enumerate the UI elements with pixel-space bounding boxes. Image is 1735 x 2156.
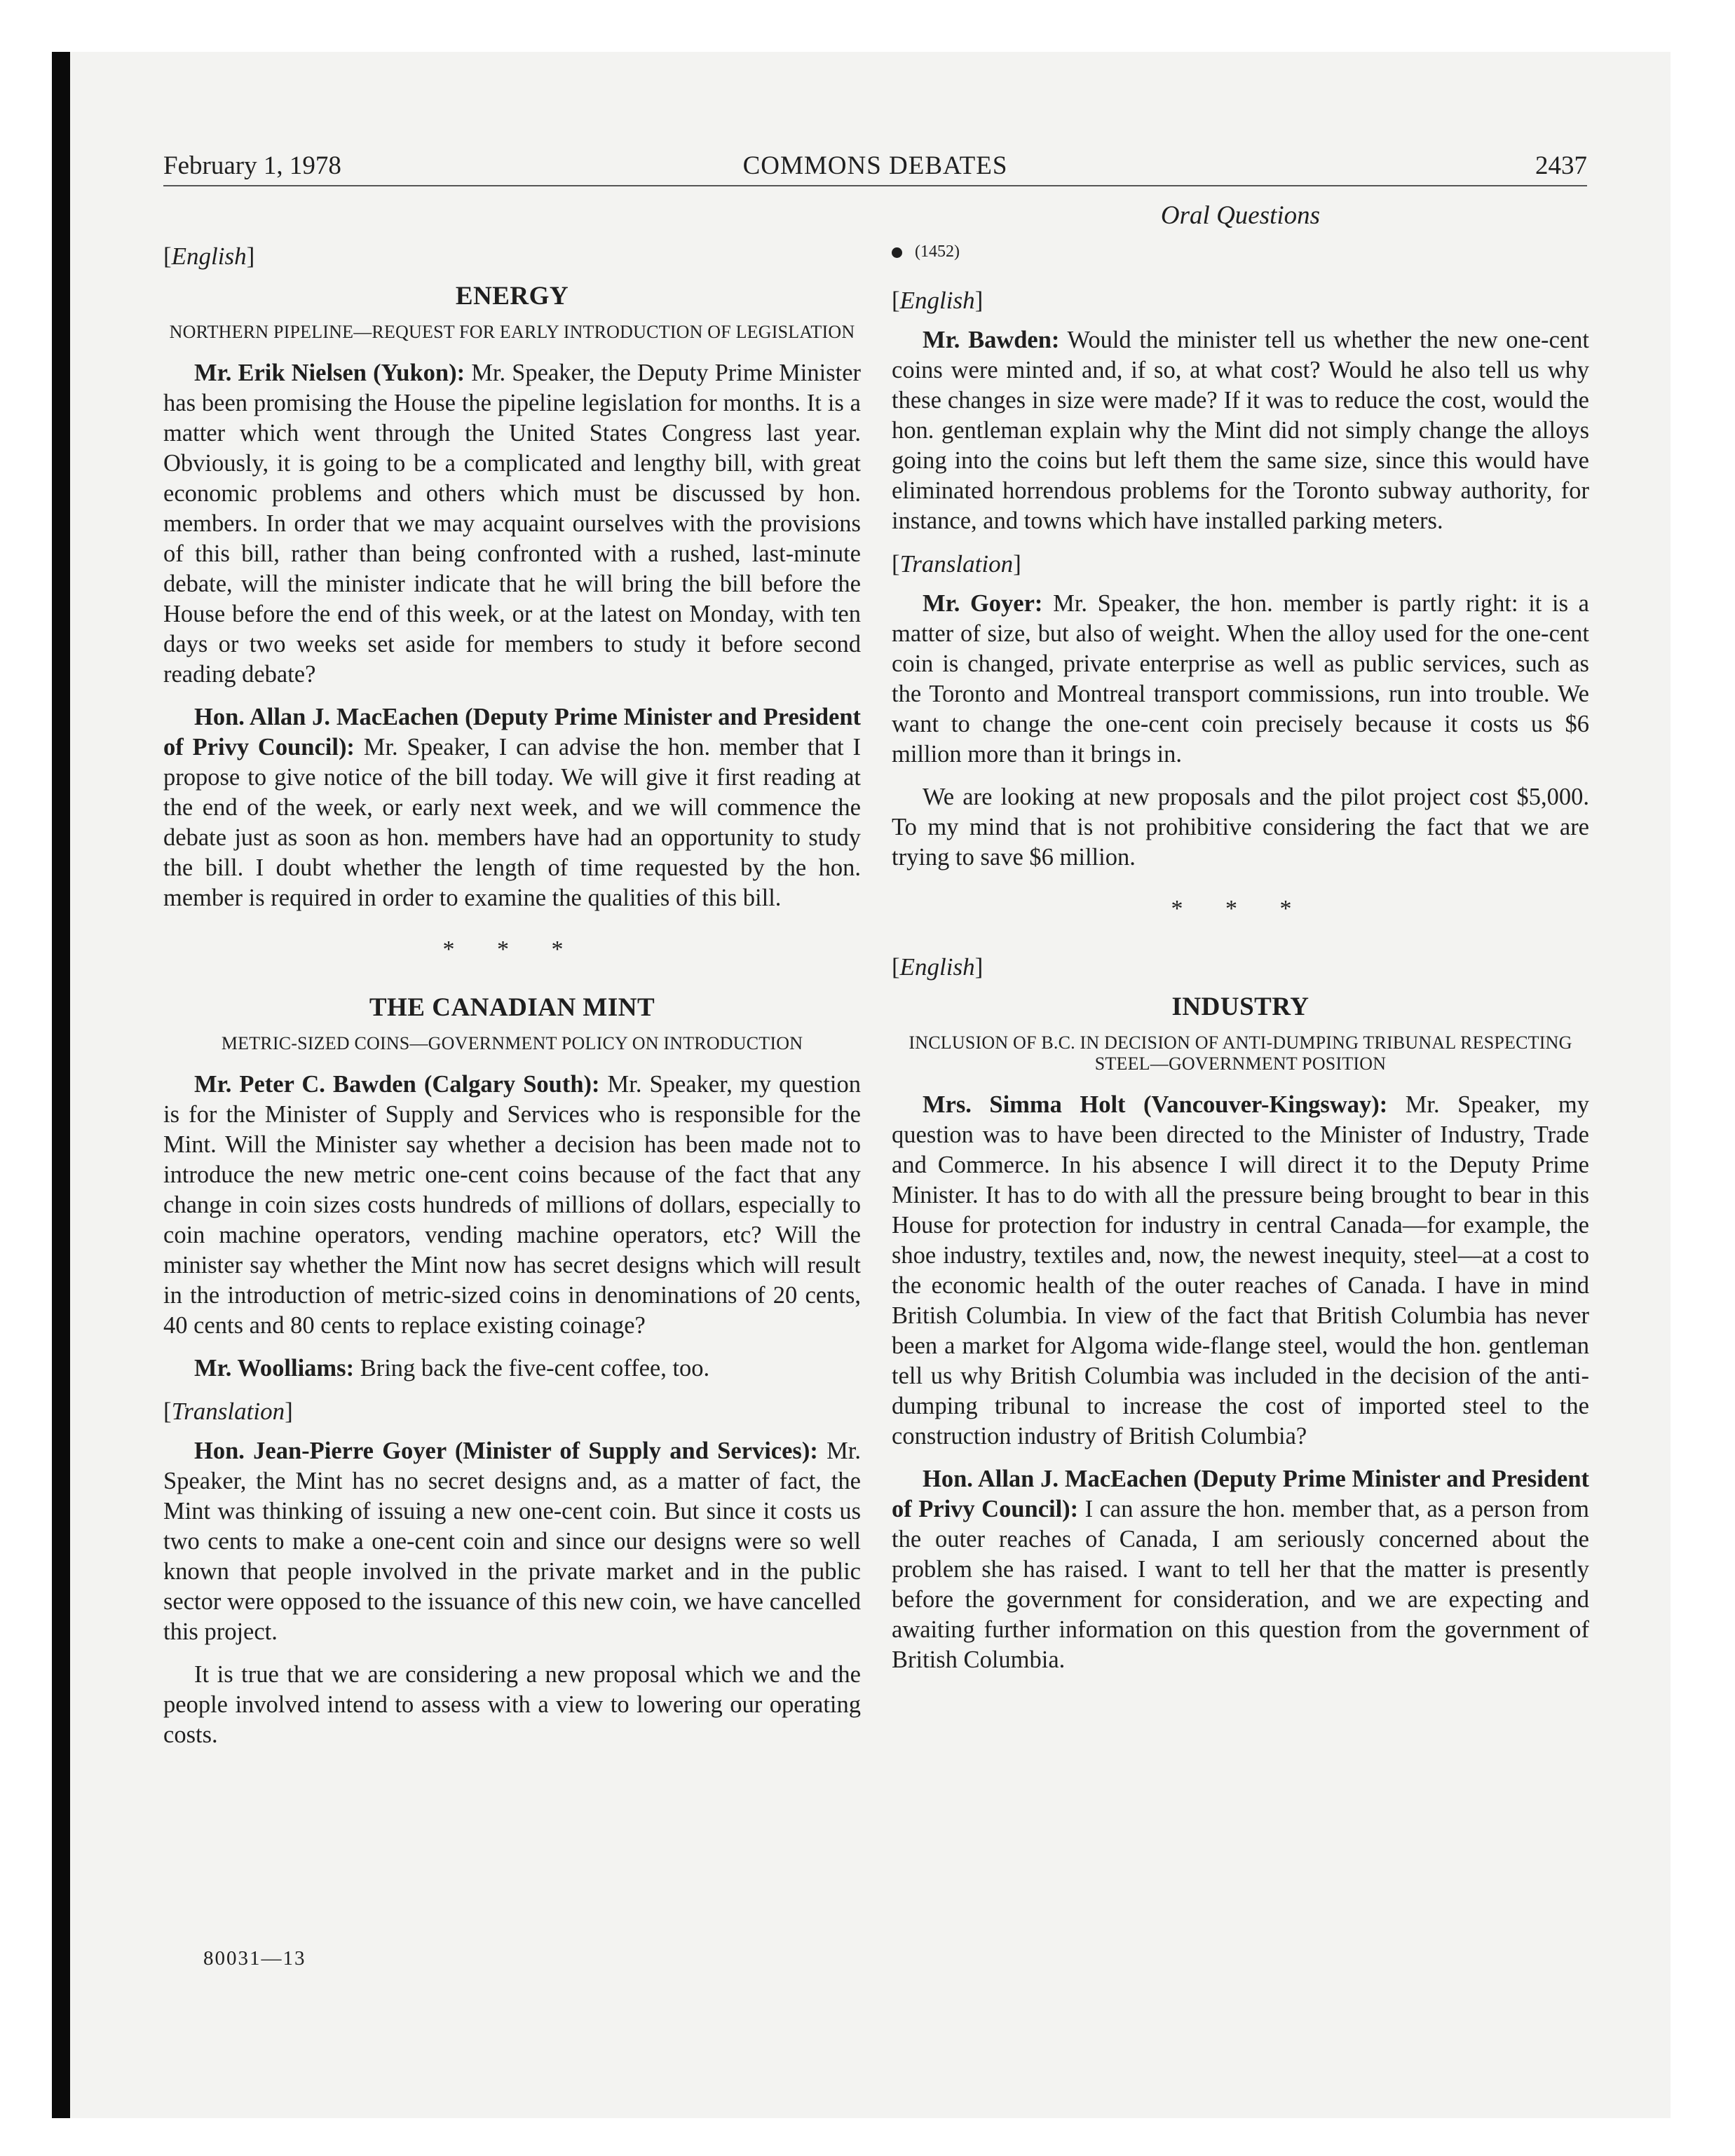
paragraph-bawden: Mr. Peter C. Bawden (Calgary South): Mr. Speaker, my question is for the Minister of Supply and Services who is responsible for the Mint. Will the Minister say whether a decision has been made not to introduce the new metric one-cent coins because of the fact that any change in coin sizes costs hundreds of millions of dollars, especially to coin machine operators, vending machine operators, etc? Will the minister say whether the Mint now has secret designs which will result in the introduction of metric-sized coins in denominations of 20 cents, 40 cents and 80 cents to replace existing coinage? — [163, 1071, 861, 1339]
paragraph-goyer: Hon. Jean-Pierre Goyer (Minister of Supply and Services): Mr. Speaker, the Mint has no secret designs and, as a matter of fact, the Mint was thinking of issuing a new one-cent coin. But since it costs us two cents to make a one-cent coin and since our designs were so well known that people involved in the private market and in the public sector were opposed to the issuance of this new coin, we have cancelled this project. — [163, 1438, 861, 1645]
scan-edge — [52, 52, 70, 2118]
section-title-mint: THE CANADIAN MINT — [369, 993, 655, 1022]
language-marker: [Translation] — [892, 550, 1021, 578]
header-title: COMMONS DEBATES — [742, 151, 1008, 180]
paragraph-maceachen-answer: Hon. Allan J. MacEachen (Deputy Prime Minister and President of Privy Council): I can assure the hon. member that, as a person from the outer reaches of Canada, I am seriously concerned about the problem she has raised. I want to tell her that the matter is presently before the government for consideration, and we are expecting and awaiting further information on this question from the government of British Columbia. — [892, 1466, 1589, 1673]
speaker-name: Hon. Jean-Pierre Goyer (Minister of Supply and Services): — [194, 1438, 818, 1464]
paragraph-goyer-answer-cont: We are looking at new proposals and the pilot project cost $5,000. To my mind that is not prohibitive considering the fact that we are trying to save $6 million. — [892, 784, 1589, 871]
paragraph-bawden-followup: Mr. Bawden: Would the minister tell us whether the new one-cent coins were minted and, if so, at what cost? Would he also tell us why these changes in size were made? If it was to reduce the cost, would the hon. gentleman explain why the Mint did not simply change the alloys going into the coins but left them the same size, since this would have eliminated horrendous problems for the Toronto subway authority, for instance, and towns which have installed parking meters. — [892, 327, 1589, 534]
paragraph-goyer-answer: Mr. Goyer: Mr. Speaker, the hon. member is partly right: it is a matter of size, but also of weight. When the alloy used for the one-cent coin is changed, private enterprise as well as public services, such as the Toronto and Montreal transport commissions, run into trouble. We want to change the one-cent coin precisely because it costs us $6 million more than it brings in. — [892, 590, 1589, 767]
speaker-name: Mrs. Simma Holt (Vancouver-Kingsway): — [923, 1091, 1388, 1118]
paragraph-woolliams: Mr. Woolliams: Bring back the five-cent coffee, too. — [194, 1355, 710, 1381]
right-column — [892, 200, 1589, 1688]
paragraph-goyer-cont: It is true that we are considering a new proposal which we and the people involved intend to assess with a view to lowering our operating costs. — [163, 1661, 861, 1748]
language-marker: [English] — [892, 953, 984, 981]
speaker-name: Mr. Peter C. Bawden (Calgary South): — [194, 1071, 600, 1098]
speaker-name: Mr. Woolliams: — [194, 1355, 355, 1381]
section-separator: * * * — [1171, 896, 1310, 922]
subhead-industry: INCLUSION OF B.C. IN DECISION OF ANTI-DUMPING TRIBUNAL RESPECTING STEEL—GOVERNMENT POSITION — [909, 1032, 1572, 1074]
header-page-number: 2437 — [1535, 151, 1587, 180]
paragraph-holt: Mrs. Simma Holt (Vancouver-Kingsway): Mr. Speaker, my question was to have been directed to the Minister of Industry, Trade and Commerce. In his absence I will direct it to the Deputy Prime Minister. It has to do with all the pressure being brought to bear in this House for protection for industry in central Canada—for example, the shoe industry, textiles and, now, the newest inequity, steel—at a cost to the economic health of the outer reaches of Canada. I have in mind British Columbia. In view of the fact that British Columbia has never been a market for Algoma wide-flange steel, would the hon. gentleman tell us why British Columbia was included in the decision of the anti-dumping tribunal to increase the cost of imported steel to the construction industry of British Columbia? — [892, 1091, 1589, 1449]
paragraph-maceachen: Hon. Allan J. MacEachen (Deputy Prime Minister and President of Privy Council): Mr. Speaker, I can advise the hon. member that I propose to give notice of the bill today. We will give it first reading at the end of the week, or early next week, and we will commence the debate just as soon as hon. members have had an opportunity to study the bill. I doubt whether the length of time requested by the hon. member is required in order to examine the qualities of this bill. — [163, 704, 861, 911]
left-column — [163, 200, 861, 1763]
speaker-name: Mr. Erik Nielsen (Yukon): — [194, 360, 465, 386]
header-date: February 1, 1978 — [163, 151, 341, 180]
section-separator: * * * — [442, 936, 582, 962]
language-marker: [Translation] — [163, 1398, 293, 1425]
language-marker: [English] — [892, 287, 984, 314]
footer-code: 80031—13 — [203, 1947, 306, 1970]
section-title-industry: INDUSTRY — [1171, 992, 1309, 1021]
bullet-icon — [892, 247, 902, 258]
running-head: Oral Questions — [1160, 201, 1321, 230]
language-marker: [English] — [163, 243, 255, 270]
speaker-name: Hon. Allan J. MacEachen (Deputy Prime Minister and President of Privy Council): — [892, 1466, 1589, 1522]
paragraph-nielsen: Mr. Erik Nielsen (Yukon): Mr. Speaker, the Deputy Prime Minister has been promising the House the pipeline legislation for months. It is a matter which went through the United States Congress last year. Obviously, it is going to be a complicated and lengthy bill, with great economic problems and others which must be discussed by hon. members. In order that we may acquaint ourselves with the provisions of this bill, rather than being confronted with a rushed, last-minute debate, will the minister indicate that he will bring the bill before the House before the end of this week, or at the latest on Monday, with ten days or two weeks set aside for members to study it before second reading debate? — [163, 360, 861, 688]
timestamp: (1452) — [892, 237, 1589, 267]
subhead-energy: NORTHERN PIPELINE—REQUEST FOR EARLY INTRODUCTION OF LEGISLATION — [169, 322, 855, 342]
section-title-energy: ENERGY — [455, 282, 569, 311]
page-header — [163, 151, 1587, 186]
speaker-name: Hon. Allan J. MacEachen (Deputy Prime Minister and President of Privy Council): — [163, 704, 861, 760]
subhead-mint: METRIC-SIZED COINS—GOVERNMENT POLICY ON INTRODUCTION — [221, 1033, 803, 1053]
speaker-name: Mr. Goyer: — [923, 590, 1043, 617]
speaker-name: Mr. Bawden: — [923, 327, 1060, 353]
